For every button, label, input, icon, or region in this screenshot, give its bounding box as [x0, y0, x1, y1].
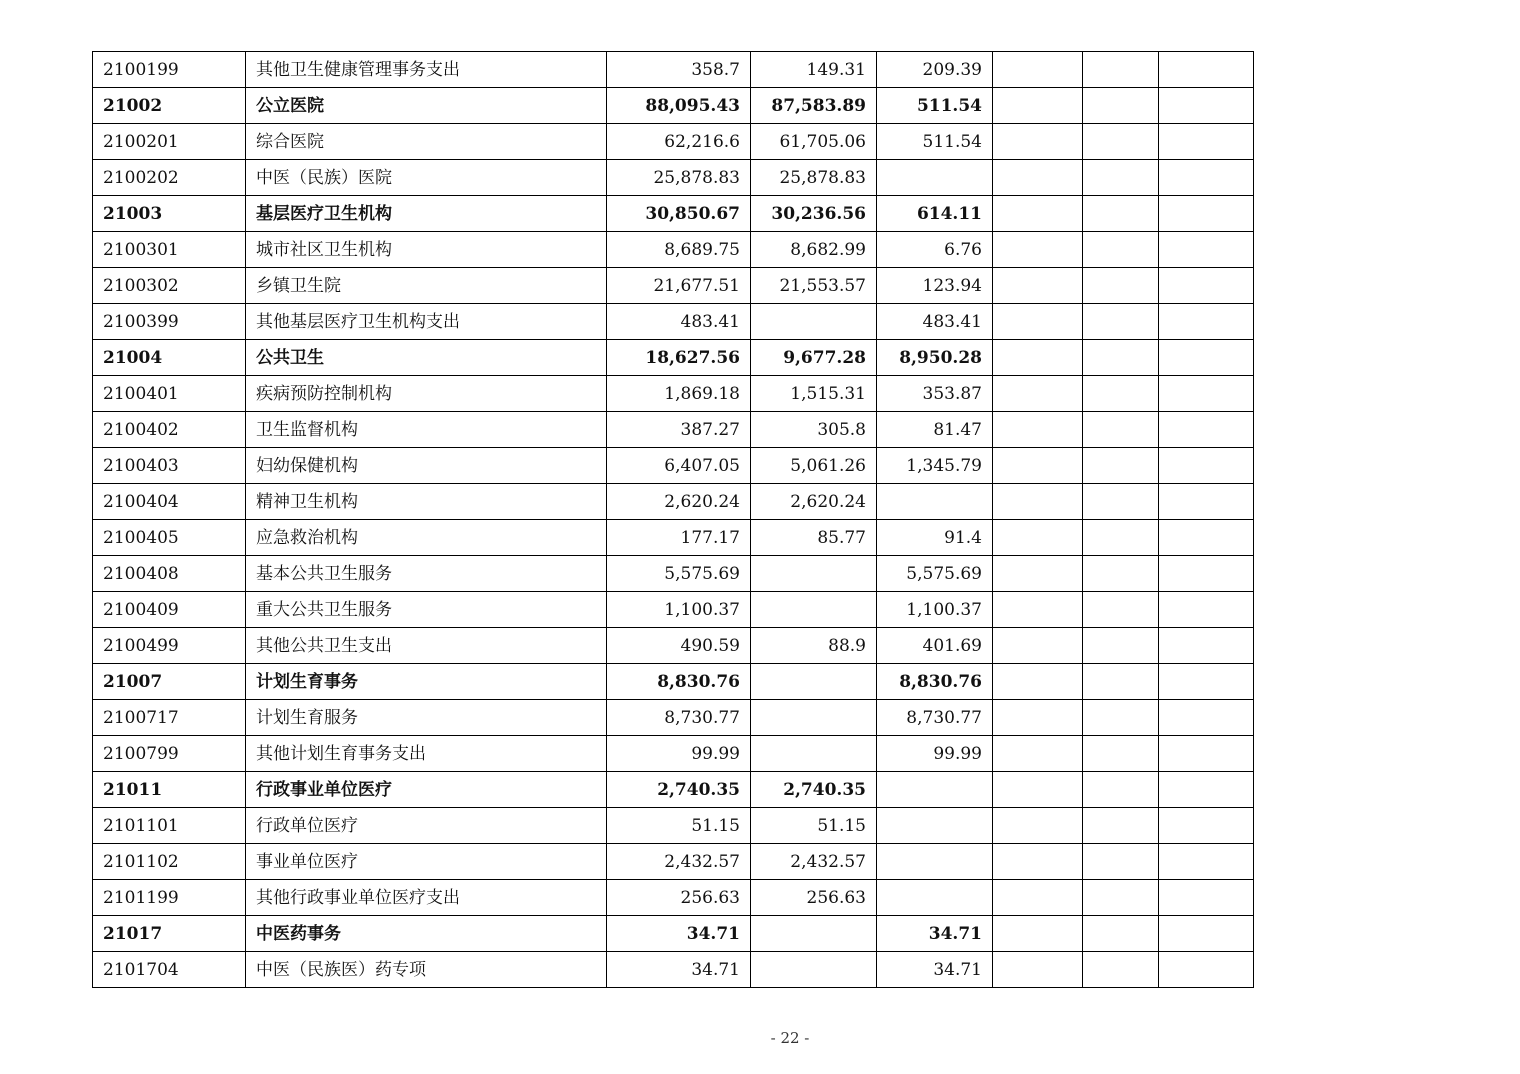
- cell-basic: 51.15: [751, 808, 877, 844]
- cell-project: [877, 484, 993, 520]
- cell-total: 25,878.83: [607, 160, 751, 196]
- cell-code: 21007: [93, 664, 246, 700]
- cell-basic: [751, 304, 877, 340]
- cell-col7: [1083, 916, 1159, 952]
- cell-name: 城市社区卫生机构: [246, 232, 607, 268]
- cell-col7: [1083, 448, 1159, 484]
- cell-col6: [993, 736, 1083, 772]
- cell-basic: 8,682.99: [751, 232, 877, 268]
- cell-col8: [1159, 520, 1254, 556]
- table-row: [93, 952, 1254, 988]
- cell-name: 卫生监督机构: [246, 412, 607, 448]
- table-row: [93, 448, 1254, 484]
- cell-col6: [993, 160, 1083, 196]
- cell-total: 88,095.43: [607, 88, 751, 124]
- table-row: [93, 736, 1254, 772]
- cell-total: 8,730.77: [607, 700, 751, 736]
- cell-code: 21003: [93, 196, 246, 232]
- cell-col7: [1083, 952, 1159, 988]
- cell-col7: [1083, 880, 1159, 916]
- cell-project: 81.47: [877, 412, 993, 448]
- cell-col7: [1083, 664, 1159, 700]
- cell-name: 中医药事务: [246, 916, 607, 952]
- cell-col6: [993, 304, 1083, 340]
- cell-code: 2100403: [93, 448, 246, 484]
- table-row: [93, 484, 1254, 520]
- table-row: [93, 160, 1254, 196]
- cell-col7: [1083, 124, 1159, 160]
- cell-code: 2100199: [93, 52, 246, 88]
- cell-project: 353.87: [877, 376, 993, 412]
- cell-project: 5,575.69: [877, 556, 993, 592]
- table-row-category: [93, 340, 1254, 376]
- cell-code: 2100405: [93, 520, 246, 556]
- cell-name: 事业单位医疗: [246, 844, 607, 880]
- table-row-category: [93, 196, 1254, 232]
- cell-name: 计划生育事务: [246, 664, 607, 700]
- cell-basic: 88.9: [751, 628, 877, 664]
- table-row: [93, 52, 1254, 88]
- cell-total: 62,216.6: [607, 124, 751, 160]
- cell-col6: [993, 700, 1083, 736]
- cell-project: 34.71: [877, 916, 993, 952]
- cell-name: 其他公共卫生支出: [246, 628, 607, 664]
- cell-project: 34.71: [877, 952, 993, 988]
- table-row: [93, 412, 1254, 448]
- cell-total: 8,830.76: [607, 664, 751, 700]
- cell-project: 209.39: [877, 52, 993, 88]
- cell-total: 5,575.69: [607, 556, 751, 592]
- table-row: [93, 700, 1254, 736]
- cell-basic: 149.31: [751, 52, 877, 88]
- cell-col6: [993, 952, 1083, 988]
- cell-col6: [993, 340, 1083, 376]
- cell-total: 30,850.67: [607, 196, 751, 232]
- cell-basic: 87,583.89: [751, 88, 877, 124]
- table-row-category: [93, 772, 1254, 808]
- cell-name: 其他基层医疗卫生机构支出: [246, 304, 607, 340]
- cell-col7: [1083, 556, 1159, 592]
- cell-col6: [993, 268, 1083, 304]
- cell-project: 99.99: [877, 736, 993, 772]
- cell-project: [877, 880, 993, 916]
- cell-name: 计划生育服务: [246, 700, 607, 736]
- cell-code: 21011: [93, 772, 246, 808]
- table-row: [93, 376, 1254, 412]
- cell-col8: [1159, 52, 1254, 88]
- cell-code: 2100302: [93, 268, 246, 304]
- cell-code: 2100717: [93, 700, 246, 736]
- cell-col8: [1159, 376, 1254, 412]
- cell-basic: 305.8: [751, 412, 877, 448]
- cell-code: 2101101: [93, 808, 246, 844]
- cell-name: 基层医疗卫生机构: [246, 196, 607, 232]
- expenditure-table: [92, 51, 1254, 988]
- cell-name: 中医（民族）医院: [246, 160, 607, 196]
- cell-col7: [1083, 88, 1159, 124]
- cell-basic: 2,432.57: [751, 844, 877, 880]
- cell-col8: [1159, 412, 1254, 448]
- cell-project: 483.41: [877, 304, 993, 340]
- cell-name: 中医（民族医）药专项: [246, 952, 607, 988]
- cell-col8: [1159, 592, 1254, 628]
- cell-name: 其他计划生育事务支出: [246, 736, 607, 772]
- table-row-category: [93, 88, 1254, 124]
- cell-col8: [1159, 340, 1254, 376]
- cell-col6: [993, 88, 1083, 124]
- cell-col6: [993, 628, 1083, 664]
- cell-name: 公立医院: [246, 88, 607, 124]
- cell-code: 2100201: [93, 124, 246, 160]
- cell-col8: [1159, 880, 1254, 916]
- cell-col8: [1159, 88, 1254, 124]
- cell-basic: [751, 736, 877, 772]
- cell-col8: [1159, 556, 1254, 592]
- cell-project: 1,345.79: [877, 448, 993, 484]
- cell-basic: [751, 664, 877, 700]
- cell-basic: [751, 700, 877, 736]
- table-row: [93, 844, 1254, 880]
- cell-code: 2100408: [93, 556, 246, 592]
- cell-code: 2100301: [93, 232, 246, 268]
- cell-total: 2,740.35: [607, 772, 751, 808]
- cell-basic: 21,553.57: [751, 268, 877, 304]
- cell-project: 511.54: [877, 124, 993, 160]
- cell-project: [877, 808, 993, 844]
- cell-basic: [751, 592, 877, 628]
- cell-project: 1,100.37: [877, 592, 993, 628]
- cell-name: 其他卫生健康管理事务支出: [246, 52, 607, 88]
- cell-total: 387.27: [607, 412, 751, 448]
- cell-col6: [993, 196, 1083, 232]
- cell-col8: [1159, 484, 1254, 520]
- cell-total: 1,100.37: [607, 592, 751, 628]
- cell-project: 511.54: [877, 88, 993, 124]
- cell-col8: [1159, 772, 1254, 808]
- cell-basic: 61,705.06: [751, 124, 877, 160]
- cell-basic: [751, 916, 877, 952]
- cell-col8: [1159, 196, 1254, 232]
- table-row-category: [93, 664, 1254, 700]
- cell-project: 6.76: [877, 232, 993, 268]
- cell-name: 其他行政事业单位医疗支出: [246, 880, 607, 916]
- cell-col8: [1159, 160, 1254, 196]
- cell-col8: [1159, 700, 1254, 736]
- cell-col6: [993, 556, 1083, 592]
- table-row: [93, 232, 1254, 268]
- cell-col8: [1159, 664, 1254, 700]
- cell-col8: [1159, 628, 1254, 664]
- cell-basic: 9,677.28: [751, 340, 877, 376]
- cell-total: 34.71: [607, 916, 751, 952]
- cell-col8: [1159, 448, 1254, 484]
- cell-project: 123.94: [877, 268, 993, 304]
- cell-code: 21002: [93, 88, 246, 124]
- cell-col8: [1159, 808, 1254, 844]
- cell-project: 614.11: [877, 196, 993, 232]
- cell-name: 应急救治机构: [246, 520, 607, 556]
- cell-project: [877, 160, 993, 196]
- cell-project: 8,830.76: [877, 664, 993, 700]
- cell-project: 91.4: [877, 520, 993, 556]
- table-row: [93, 268, 1254, 304]
- cell-col8: [1159, 304, 1254, 340]
- cell-col7: [1083, 592, 1159, 628]
- cell-col8: [1159, 124, 1254, 160]
- cell-col7: [1083, 268, 1159, 304]
- cell-col8: [1159, 844, 1254, 880]
- cell-name: 基本公共卫生服务: [246, 556, 607, 592]
- cell-col6: [993, 412, 1083, 448]
- table-body: [93, 52, 1254, 988]
- cell-col7: [1083, 412, 1159, 448]
- cell-total: 51.15: [607, 808, 751, 844]
- cell-col6: [993, 376, 1083, 412]
- table-row: [93, 808, 1254, 844]
- cell-code: 2101704: [93, 952, 246, 988]
- cell-code: 21004: [93, 340, 246, 376]
- cell-code: 2100499: [93, 628, 246, 664]
- cell-total: 177.17: [607, 520, 751, 556]
- cell-total: 6,407.05: [607, 448, 751, 484]
- cell-col7: [1083, 232, 1159, 268]
- cell-col6: [993, 520, 1083, 556]
- cell-basic: 85.77: [751, 520, 877, 556]
- table-row: [93, 124, 1254, 160]
- table-row: [93, 520, 1254, 556]
- cell-col7: [1083, 736, 1159, 772]
- cell-basic: 1,515.31: [751, 376, 877, 412]
- cell-project: 401.69: [877, 628, 993, 664]
- cell-col7: [1083, 484, 1159, 520]
- cell-code: 2100202: [93, 160, 246, 196]
- cell-total: 99.99: [607, 736, 751, 772]
- cell-basic: [751, 952, 877, 988]
- cell-col7: [1083, 160, 1159, 196]
- cell-name: 疾病预防控制机构: [246, 376, 607, 412]
- cell-col7: [1083, 772, 1159, 808]
- cell-code: 2100799: [93, 736, 246, 772]
- cell-col8: [1159, 268, 1254, 304]
- cell-project: 8,730.77: [877, 700, 993, 736]
- cell-total: 2,432.57: [607, 844, 751, 880]
- cell-name: 行政单位医疗: [246, 808, 607, 844]
- cell-col7: [1083, 52, 1159, 88]
- cell-code: 21017: [93, 916, 246, 952]
- cell-col6: [993, 448, 1083, 484]
- cell-col7: [1083, 196, 1159, 232]
- cell-basic: 2,740.35: [751, 772, 877, 808]
- cell-col8: [1159, 736, 1254, 772]
- table-row: [93, 556, 1254, 592]
- cell-total: 358.7: [607, 52, 751, 88]
- cell-col6: [993, 808, 1083, 844]
- table-row: [93, 880, 1254, 916]
- cell-col8: [1159, 232, 1254, 268]
- cell-col6: [993, 772, 1083, 808]
- cell-project: [877, 772, 993, 808]
- cell-col6: [993, 232, 1083, 268]
- cell-col6: [993, 916, 1083, 952]
- cell-col6: [993, 592, 1083, 628]
- cell-basic: 25,878.83: [751, 160, 877, 196]
- cell-name: 重大公共卫生服务: [246, 592, 607, 628]
- cell-col6: [993, 124, 1083, 160]
- cell-total: 490.59: [607, 628, 751, 664]
- cell-name: 行政事业单位医疗: [246, 772, 607, 808]
- cell-total: 1,869.18: [607, 376, 751, 412]
- cell-code: 2100401: [93, 376, 246, 412]
- table-row: [93, 304, 1254, 340]
- cell-name: 妇幼保健机构: [246, 448, 607, 484]
- cell-total: 483.41: [607, 304, 751, 340]
- cell-total: 18,627.56: [607, 340, 751, 376]
- cell-code: 2101102: [93, 844, 246, 880]
- cell-total: 8,689.75: [607, 232, 751, 268]
- cell-basic: 2,620.24: [751, 484, 877, 520]
- table-row: [93, 592, 1254, 628]
- cell-col6: [993, 880, 1083, 916]
- cell-basic: 256.63: [751, 880, 877, 916]
- cell-col7: [1083, 340, 1159, 376]
- cell-name: 精神卫生机构: [246, 484, 607, 520]
- cell-col7: [1083, 304, 1159, 340]
- cell-basic: [751, 556, 877, 592]
- page-number: - 22 -: [770, 1029, 810, 1047]
- cell-total: 21,677.51: [607, 268, 751, 304]
- cell-col6: [993, 484, 1083, 520]
- cell-basic: 30,236.56: [751, 196, 877, 232]
- cell-code: 2101199: [93, 880, 246, 916]
- cell-project: [877, 844, 993, 880]
- cell-col6: [993, 52, 1083, 88]
- cell-project: 8,950.28: [877, 340, 993, 376]
- cell-col7: [1083, 844, 1159, 880]
- cell-col7: [1083, 520, 1159, 556]
- cell-col7: [1083, 700, 1159, 736]
- cell-col8: [1159, 916, 1254, 952]
- cell-total: 34.71: [607, 952, 751, 988]
- cell-code: 2100399: [93, 304, 246, 340]
- table-row-category: [93, 916, 1254, 952]
- cell-code: 2100402: [93, 412, 246, 448]
- cell-name: 公共卫生: [246, 340, 607, 376]
- cell-name: 乡镇卫生院: [246, 268, 607, 304]
- cell-name: 综合医院: [246, 124, 607, 160]
- cell-col7: [1083, 376, 1159, 412]
- cell-total: 2,620.24: [607, 484, 751, 520]
- cell-col8: [1159, 952, 1254, 988]
- cell-col7: [1083, 628, 1159, 664]
- cell-col6: [993, 844, 1083, 880]
- cell-total: 256.63: [607, 880, 751, 916]
- cell-code: 2100409: [93, 592, 246, 628]
- cell-code: 2100404: [93, 484, 246, 520]
- cell-col6: [993, 664, 1083, 700]
- cell-basic: 5,061.26: [751, 448, 877, 484]
- table-row: [93, 628, 1254, 664]
- cell-col7: [1083, 808, 1159, 844]
